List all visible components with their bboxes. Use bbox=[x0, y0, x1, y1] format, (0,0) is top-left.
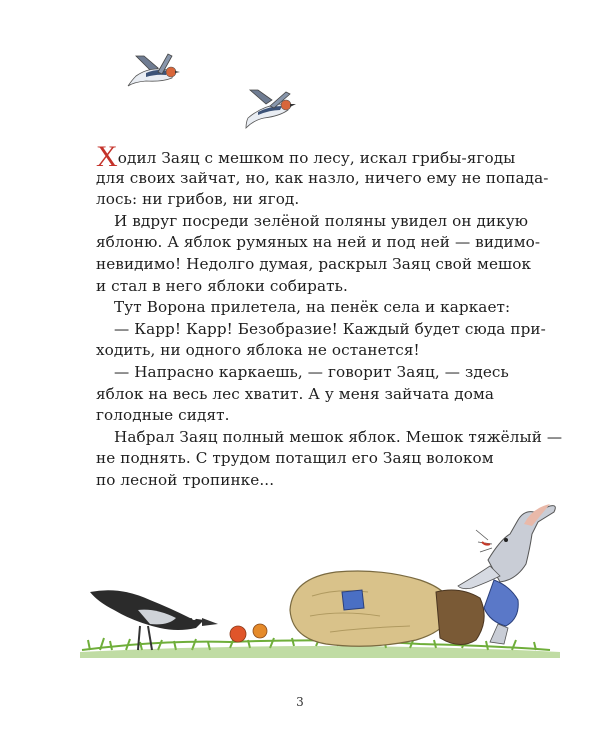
story-line-text: И вдруг посреди зелёной поляны увидел он дикую bbox=[114, 211, 529, 230]
story-line bbox=[96, 362, 536, 384]
story-line bbox=[96, 297, 536, 319]
story-line-text: — Карр! Карр! Безобразие! Каждый будет сюда при- bbox=[114, 319, 546, 338]
story-line-text: яблок на весь лес хватит. А у меня зайчата дома bbox=[96, 384, 495, 403]
story-line bbox=[96, 340, 536, 362]
story-line-text: невидимо! Недолго думая, раскрыл Заяц свой мешок bbox=[96, 254, 532, 273]
story-line bbox=[96, 140, 536, 173]
flying-bird-illustration bbox=[240, 86, 302, 132]
story-line bbox=[96, 448, 536, 470]
drop-cap: Х bbox=[96, 140, 118, 173]
story-line bbox=[96, 319, 546, 341]
story-line-text: — Напрасно каркаешь, — говорит Заяц, — здесь bbox=[114, 362, 509, 381]
story-line bbox=[96, 211, 536, 233]
flying-bird-illustration bbox=[122, 50, 188, 92]
story-line-text: для своих зайчат, но, как назло, ничего ему не попада- bbox=[96, 168, 549, 187]
story-line-text: не поднять. С трудом потащил его Заяц волоком bbox=[96, 449, 494, 468]
story-text bbox=[96, 140, 563, 492]
story-line-text: Набрал Заяц полный мешок яблок. Мешок тяжёлый — bbox=[114, 427, 563, 446]
story-line bbox=[96, 189, 536, 211]
story-line bbox=[96, 254, 536, 276]
story-line-text: лось: ни грибов, ни ягод. bbox=[96, 190, 300, 209]
story-line-text: Тут Ворона прилетела, на пенёк села и каркает: bbox=[114, 298, 511, 317]
story-line-text: и стал в него яблоки собирать. bbox=[96, 276, 348, 295]
story-line bbox=[96, 168, 549, 190]
story-line-text: ходить, ни одного яблока не останется! bbox=[96, 341, 420, 360]
sack bbox=[290, 571, 484, 646]
story-line bbox=[96, 384, 536, 406]
story-line-text: яблоню. А яблок румяных на ней и под ней — видимо- bbox=[96, 233, 541, 252]
story-line bbox=[96, 470, 536, 492]
apple bbox=[230, 626, 246, 642]
story-line-text: одил Заяц с мешком по лесу, искал грибы-ягоды bbox=[117, 149, 516, 167]
story-line bbox=[96, 405, 536, 427]
story-line bbox=[96, 276, 536, 298]
hare-crow-illustration bbox=[80, 500, 580, 675]
story-line-text: по лесной тропинке... bbox=[96, 470, 275, 489]
story-line bbox=[96, 232, 541, 254]
story-line bbox=[96, 427, 563, 449]
story-line-text: голодные сидят. bbox=[96, 406, 230, 425]
apple bbox=[253, 624, 267, 638]
page-number: 3 bbox=[296, 695, 304, 709]
